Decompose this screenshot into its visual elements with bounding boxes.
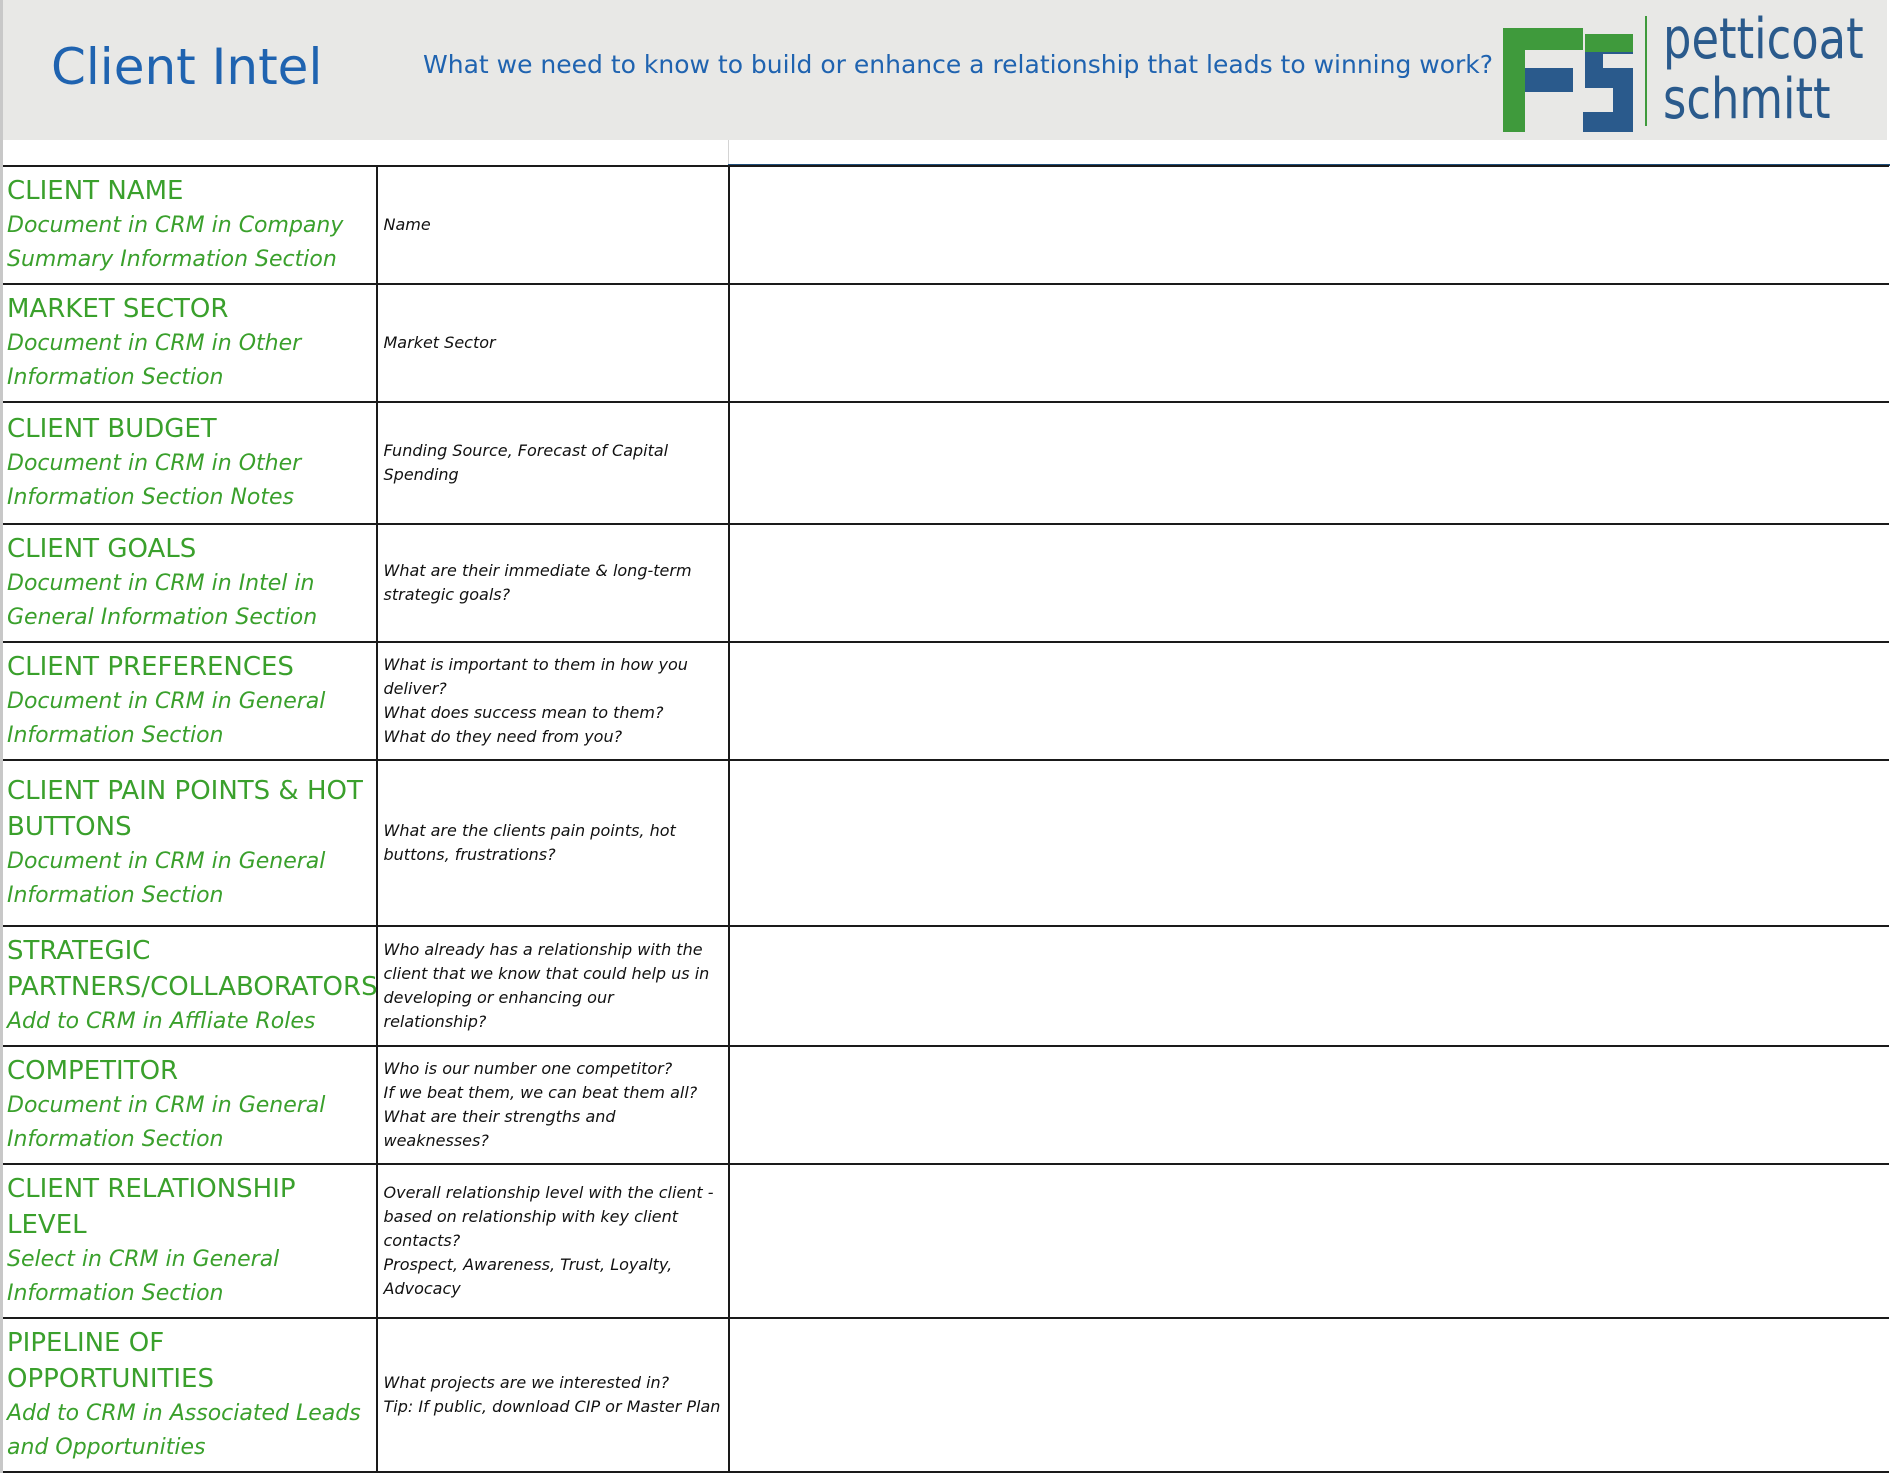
table-row: [2, 524, 1889, 642]
row-label-cell: [2, 284, 377, 402]
question-line: Overall relationship level with the client - based on relationship with key client contacts?: [383, 1183, 714, 1250]
table-row: [2, 1164, 1889, 1318]
table-row: [2, 1046, 1889, 1164]
row-label: CLIENT PREFERENCES: [7, 652, 294, 682]
table-row: [2, 284, 1889, 402]
question-line: What do they need from you?: [383, 727, 623, 746]
row-label-cell: [2, 1046, 377, 1164]
row-label: CLIENT PAIN POINTS & HOT BUTTONS: [7, 776, 363, 842]
question-line: What are their strengths and weaknesses?: [383, 1107, 616, 1150]
row-question-cell: [377, 1318, 729, 1472]
page-title: Client Intel: [51, 38, 323, 96]
row-label: COMPETITOR: [7, 1056, 179, 1086]
table-row: [2, 760, 1889, 926]
row-question-cell: [377, 642, 729, 760]
row-label: CLIENT RELATIONSHIP LEVEL: [7, 1174, 296, 1240]
row-question-cell: [377, 1164, 729, 1318]
logo-wordmark: [1663, 7, 1864, 132]
logo-line-1: petticoat: [1663, 7, 1864, 72]
row-value-cell[interactable]: [729, 166, 1889, 284]
row-label: MARKET SECTOR: [7, 294, 229, 324]
table-row: [2, 926, 1889, 1046]
row-label: CLIENT GOALS: [7, 534, 197, 564]
row-question-cell: [377, 402, 729, 524]
row-value-cell[interactable]: [729, 926, 1889, 1046]
row-label-cell: [2, 524, 377, 642]
row-value-cell[interactable]: [729, 284, 1889, 402]
spreadsheet-subheader: [0, 140, 1887, 166]
row-question-cell: [377, 760, 729, 926]
question-line: What are the clients pain points, hot buttons, frustrations?: [383, 821, 676, 864]
row-question-cell: [377, 524, 729, 642]
logo-line-2: schmitt: [1663, 67, 1831, 132]
question-line: Funding Source, Forecast of Capital Spending: [383, 441, 669, 484]
question-line: If we beat them, we can beat them all?: [383, 1083, 698, 1102]
row-value-cell[interactable]: [729, 1046, 1889, 1164]
row-note: Document in CRM in Company Summary Information Section: [7, 213, 344, 272]
row-value-cell[interactable]: [729, 402, 1889, 524]
question-line: Prospect, Awareness, Trust, Loyalty, Advocacy: [383, 1255, 673, 1298]
row-label: PIPELINE OF OPPORTUNITIES: [7, 1328, 214, 1394]
row-note: Document in CRM in General Information Section: [7, 1093, 326, 1152]
table-row: [2, 166, 1889, 284]
row-note: Add to CRM in Affliate Roles: [7, 1009, 316, 1034]
row-note: Document in CRM in Intel in General Information Section: [7, 571, 318, 630]
row-label-cell: [2, 166, 377, 284]
table-row: [2, 642, 1889, 760]
row-label-cell: [2, 1318, 377, 1472]
row-label-cell: [2, 642, 377, 760]
question-line: What does success mean to them?: [383, 703, 664, 722]
row-value-cell[interactable]: [729, 1318, 1889, 1472]
row-note: Document in CRM in General Information Section: [7, 689, 326, 748]
page-header: [0, 0, 1887, 140]
table-row: [2, 402, 1889, 524]
question-line: Market Sector: [383, 333, 496, 352]
row-label: CLIENT BUDGET: [7, 414, 217, 444]
row-note: Document in CRM in General Information Section: [7, 849, 326, 908]
table-row: [2, 1318, 1889, 1472]
question-line: Who already has a relationship with the client that we know that could help us in developing or enhancing our relationship?: [383, 940, 710, 1031]
subheader-divider: [728, 140, 729, 166]
question-line: What projects are we interested in?: [383, 1373, 670, 1392]
row-label-cell: [2, 402, 377, 524]
row-label: CLIENT NAME: [7, 176, 184, 206]
row-question-cell: [377, 926, 729, 1046]
row-label-cell: [2, 926, 377, 1046]
row-value-cell[interactable]: [729, 642, 1889, 760]
page-tagline: What we need to know to build or enhance a relationship that leads to winning work?: [423, 50, 1494, 79]
row-question-cell: [377, 166, 729, 284]
logo-divider: [1645, 16, 1647, 126]
row-note: Document in CRM in Other Information Section Notes: [7, 451, 302, 510]
ps-logo-mark-icon: [1503, 28, 1633, 132]
row-question-cell: [377, 284, 729, 402]
question-line: Who is our number one competitor?: [383, 1059, 673, 1078]
row-note: Select in CRM in General Information Section: [7, 1247, 280, 1306]
row-label-cell: [2, 1164, 377, 1318]
row-question-cell: [377, 1046, 729, 1164]
row-note: Add to CRM in Associated Leads and Opportunities: [7, 1401, 361, 1460]
row-value-cell[interactable]: [729, 1164, 1889, 1318]
intel-table: [0, 165, 1889, 1473]
question-line: Tip: If public, download CIP or Master Plan: [383, 1397, 721, 1416]
row-value-cell[interactable]: [729, 524, 1889, 642]
row-value-cell[interactable]: [729, 760, 1889, 926]
row-label: STRATEGIC PARTNERS/COLLABORATORS: [7, 936, 378, 1002]
question-line: What are their immediate & long-term strategic goals?: [383, 561, 692, 604]
row-label-cell: [2, 760, 377, 926]
row-note: Document in CRM in Other Information Section: [7, 331, 302, 390]
question-line: Name: [383, 215, 431, 234]
question-line: What is important to them in how you deliver?: [383, 655, 688, 698]
company-logo: [1503, 7, 1883, 132]
